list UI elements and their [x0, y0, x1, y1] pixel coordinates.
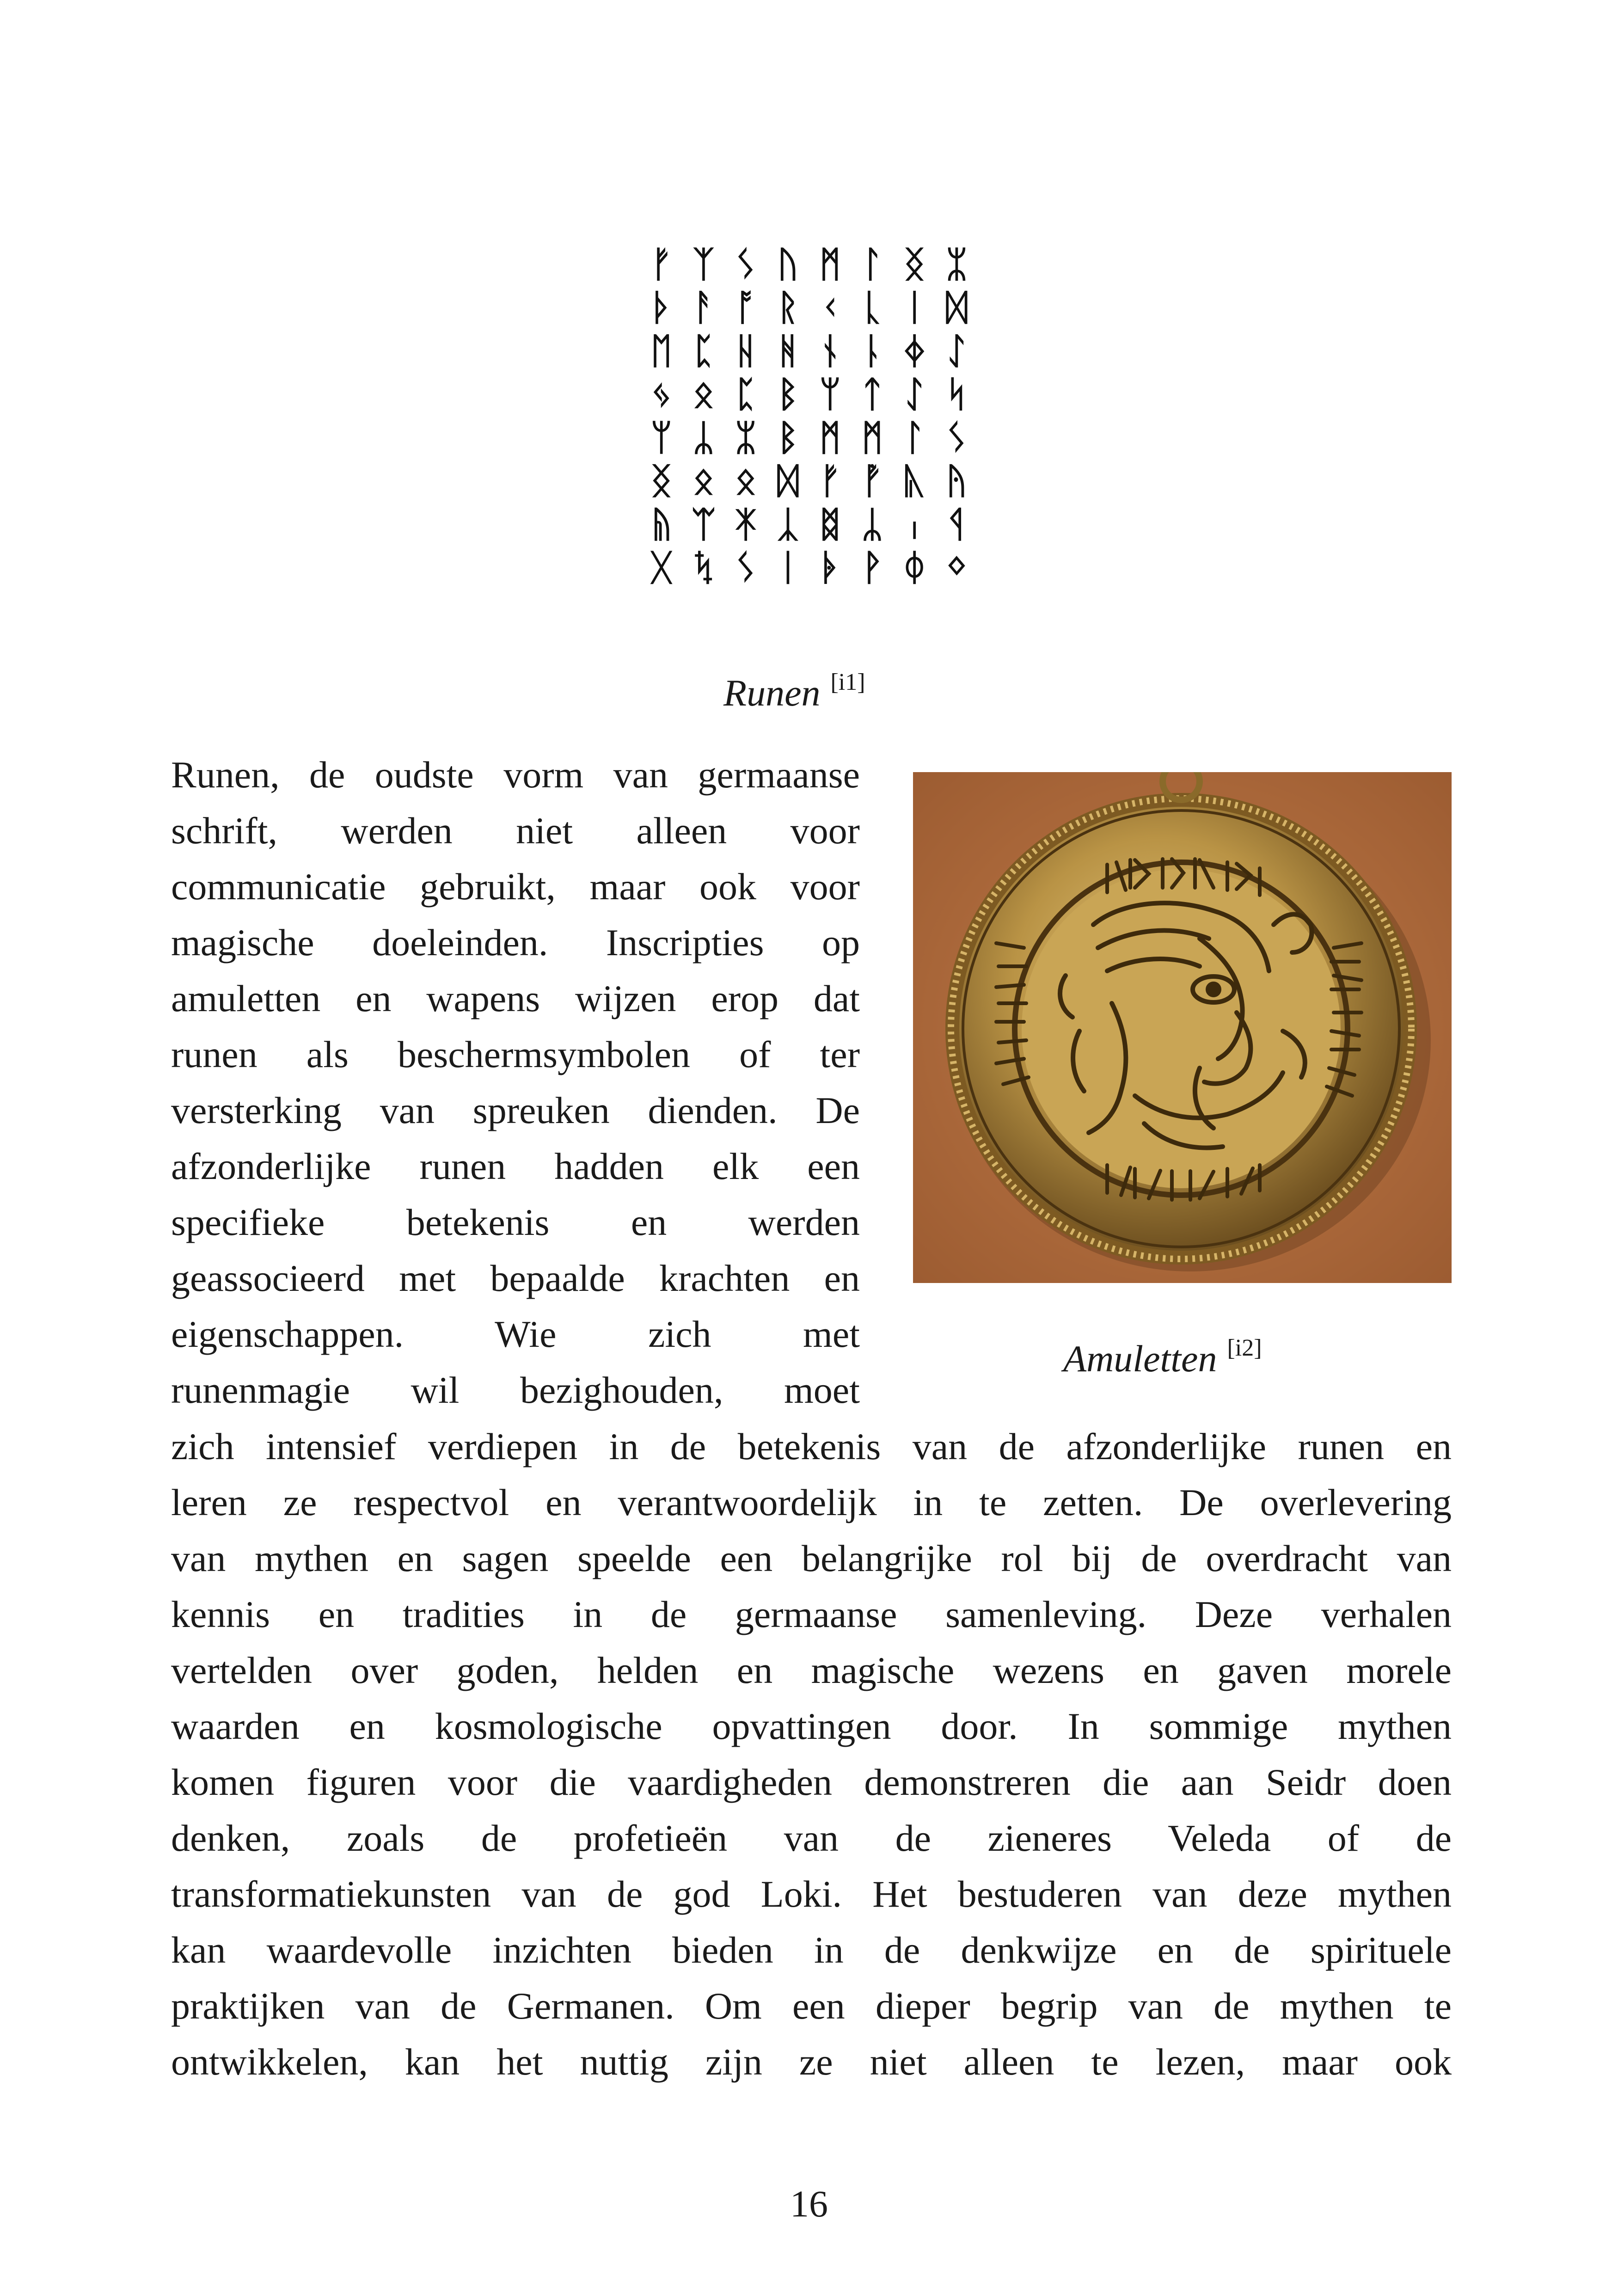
text-line: praktijken van de Germanen. Om een dieper begrip van de mythen te	[171, 1985, 1452, 2027]
rune-glyph: ᚠ	[819, 460, 841, 502]
rune-glyph: ᛃ	[650, 374, 673, 416]
runes-caption: Runen [i1]	[723, 669, 865, 714]
paragraph-narrow	[171, 747, 860, 1418]
text-line: Runen, de oudste vorm van germaanse	[171, 754, 860, 796]
rune-glyph: ᚹ	[861, 547, 883, 589]
text-line: waarden en kosmologische opvattingen door. In sommige mythen	[171, 1705, 1452, 1747]
rune-glyph: ᛟ	[693, 374, 715, 416]
rune-glyph: ᛁ	[777, 547, 799, 589]
text-line: ontwikkelen, kan het nuttig zijn ze niet alleen te lezen, maar ook	[171, 2041, 1452, 2083]
text-line: leren ze respectvol en verantwoordelijk in te zetten. De overlevering	[171, 1481, 1452, 1523]
rune-glyph: ᛋ	[945, 374, 968, 416]
rune-glyph: ᚨ	[693, 287, 715, 329]
rune-chart	[640, 243, 978, 589]
text-line: versterking van spreuken dienden. De	[171, 1089, 860, 1131]
rune-glyph: ᛊ	[735, 243, 757, 285]
rune-glyph: ᛊ	[945, 417, 968, 459]
rune-glyph: ᛏ	[861, 374, 883, 416]
text-line: schrift, werden niet alleen voor	[171, 810, 860, 852]
rune-glyph: ᛉ	[693, 243, 715, 285]
rune-glyph: ᚣ	[903, 460, 925, 502]
rune-glyph: ᚥ	[650, 503, 673, 546]
rune-glyph: ᛁ	[903, 287, 925, 329]
rune-glyph: ᛒ	[777, 417, 799, 459]
rune-glyph: ᚷ	[650, 547, 673, 589]
text-line: runen als beschermsymbolen of ter	[171, 1033, 860, 1075]
rune-glyph: ᚻ	[777, 330, 799, 372]
rune-glyph: ᚿ	[861, 330, 883, 372]
rune-glyph: ᛡ	[735, 503, 757, 546]
rune-glyph: ᚲ	[819, 287, 841, 329]
rune-glyph: ᛗ	[861, 417, 883, 459]
rune-glyph: ᛞ	[945, 287, 968, 329]
text-line: kan waardevolle inzichten bieden in de denkwijze en de spirituele	[171, 1929, 1452, 1971]
rune-glyph: ᛯ	[945, 243, 968, 285]
text-line: kennis en tradities in de germaanse samenleving. Deze verhalen	[171, 1593, 1452, 1635]
rune-glyph: ᚧ	[819, 547, 841, 589]
text-line: transformatiekunsten van de god Loki. Het bestuderen van deze mythen	[171, 1873, 1452, 1915]
rune-glyph: ᛚ	[861, 243, 883, 285]
text-line: specifieke betekenis en werden	[171, 1201, 860, 1243]
rune-glyph: ᛟ	[693, 460, 715, 502]
text-line: komen figuren voor die vaardigheden demonstreren die aan Seidr doen	[171, 1761, 1452, 1803]
rune-glyph: ᛊ	[735, 547, 757, 589]
page-number: 16	[790, 2183, 828, 2225]
rune-glyph: ᛧ	[903, 503, 925, 546]
rune-glyph: ᛩ	[945, 503, 968, 546]
rune-glyph: ᛦ	[693, 417, 715, 459]
rune-glyph: ᚤ	[945, 460, 968, 502]
rune-glyph: ᛥ	[819, 503, 841, 546]
text-line: magische doeleinden. Inscripties op	[171, 921, 860, 964]
rune-glyph: ᚾ	[819, 330, 841, 372]
rune-glyph: ᛦ	[861, 503, 883, 546]
text-line: communicatie gebruikt, maar ook voor	[171, 866, 860, 908]
rune-glyph: ᛞ	[777, 460, 799, 502]
rune-glyph: ᚩ	[735, 287, 757, 329]
text-line: eigenschappen. Wie zich met	[171, 1313, 860, 1355]
text-line: geassocieerd met bepaalde krachten en	[171, 1257, 860, 1299]
rune-glyph: ᚦ	[650, 287, 673, 329]
rune-glyph: ᚠ	[650, 243, 673, 285]
text-line: van mythen en sagen speelde een belangrijke rol bij de overdracht van	[171, 1537, 1452, 1579]
rune-glyph: ᚢ	[777, 243, 799, 285]
rune-glyph: ᛗ	[819, 417, 841, 459]
rune-glyph: ᛝ	[903, 243, 925, 285]
rune-glyph: ᛰ	[903, 547, 925, 589]
rune-glyph: ᛠ	[693, 503, 715, 546]
rune-glyph: ᛗ	[819, 243, 841, 285]
rune-glyph: ᚺ	[735, 330, 757, 372]
rune-glyph: ᛟ	[735, 460, 757, 502]
rune-glyph: ᛇ	[903, 374, 925, 416]
text-line: denken, zoals de profetieën van de zieneres Veleda of de	[171, 1817, 1452, 1859]
rune-glyph: ᚡ	[861, 460, 883, 502]
amulet-caption: Amuletten [i2]	[1063, 1335, 1262, 1380]
amulet-photo	[913, 772, 1452, 1283]
text-line: vertelden over goden, helden en magische wezens en gaven morele	[171, 1649, 1452, 1691]
rune-glyph: ᛚ	[903, 417, 925, 459]
text-line: zich intensief verdiepen in de betekenis van de afzonderlijke runen en	[171, 1425, 1452, 1467]
rune-glyph: ᛒ	[777, 374, 799, 416]
rune-glyph: ᛖ	[650, 330, 673, 372]
rune-glyph: ᛇ	[945, 330, 968, 372]
rune-glyph: ᚳ	[861, 287, 883, 329]
rune-glyph: ᛈ	[735, 374, 757, 416]
text-line: amuletten en wapens wijzen erop dat	[171, 977, 860, 1019]
text-line: runenmagie wil bezighouden, moet	[171, 1369, 860, 1411]
rune-glyph: ᛪ	[693, 547, 715, 589]
rune-glyph: ᛄ	[903, 330, 925, 372]
rune-glyph: ᛈ	[693, 330, 715, 372]
text-line: afzonderlijke runen hadden elk een	[171, 1145, 860, 1187]
paragraph-wide	[171, 1418, 1452, 2090]
rune-glyph: ᛜ	[945, 547, 968, 589]
rune-glyph: ᛣ	[777, 503, 799, 546]
rune-glyph: ᛘ	[819, 374, 841, 416]
runes-caption-ref: [i1]	[830, 669, 865, 695]
rune-glyph: ᛘ	[650, 417, 673, 459]
rune-glyph: ᛯ	[735, 417, 757, 459]
rune-glyph: ᚱ	[777, 287, 799, 329]
rune-glyph: ᛝ	[650, 460, 673, 502]
amulet-caption-ref: [i2]	[1227, 1335, 1262, 1361]
